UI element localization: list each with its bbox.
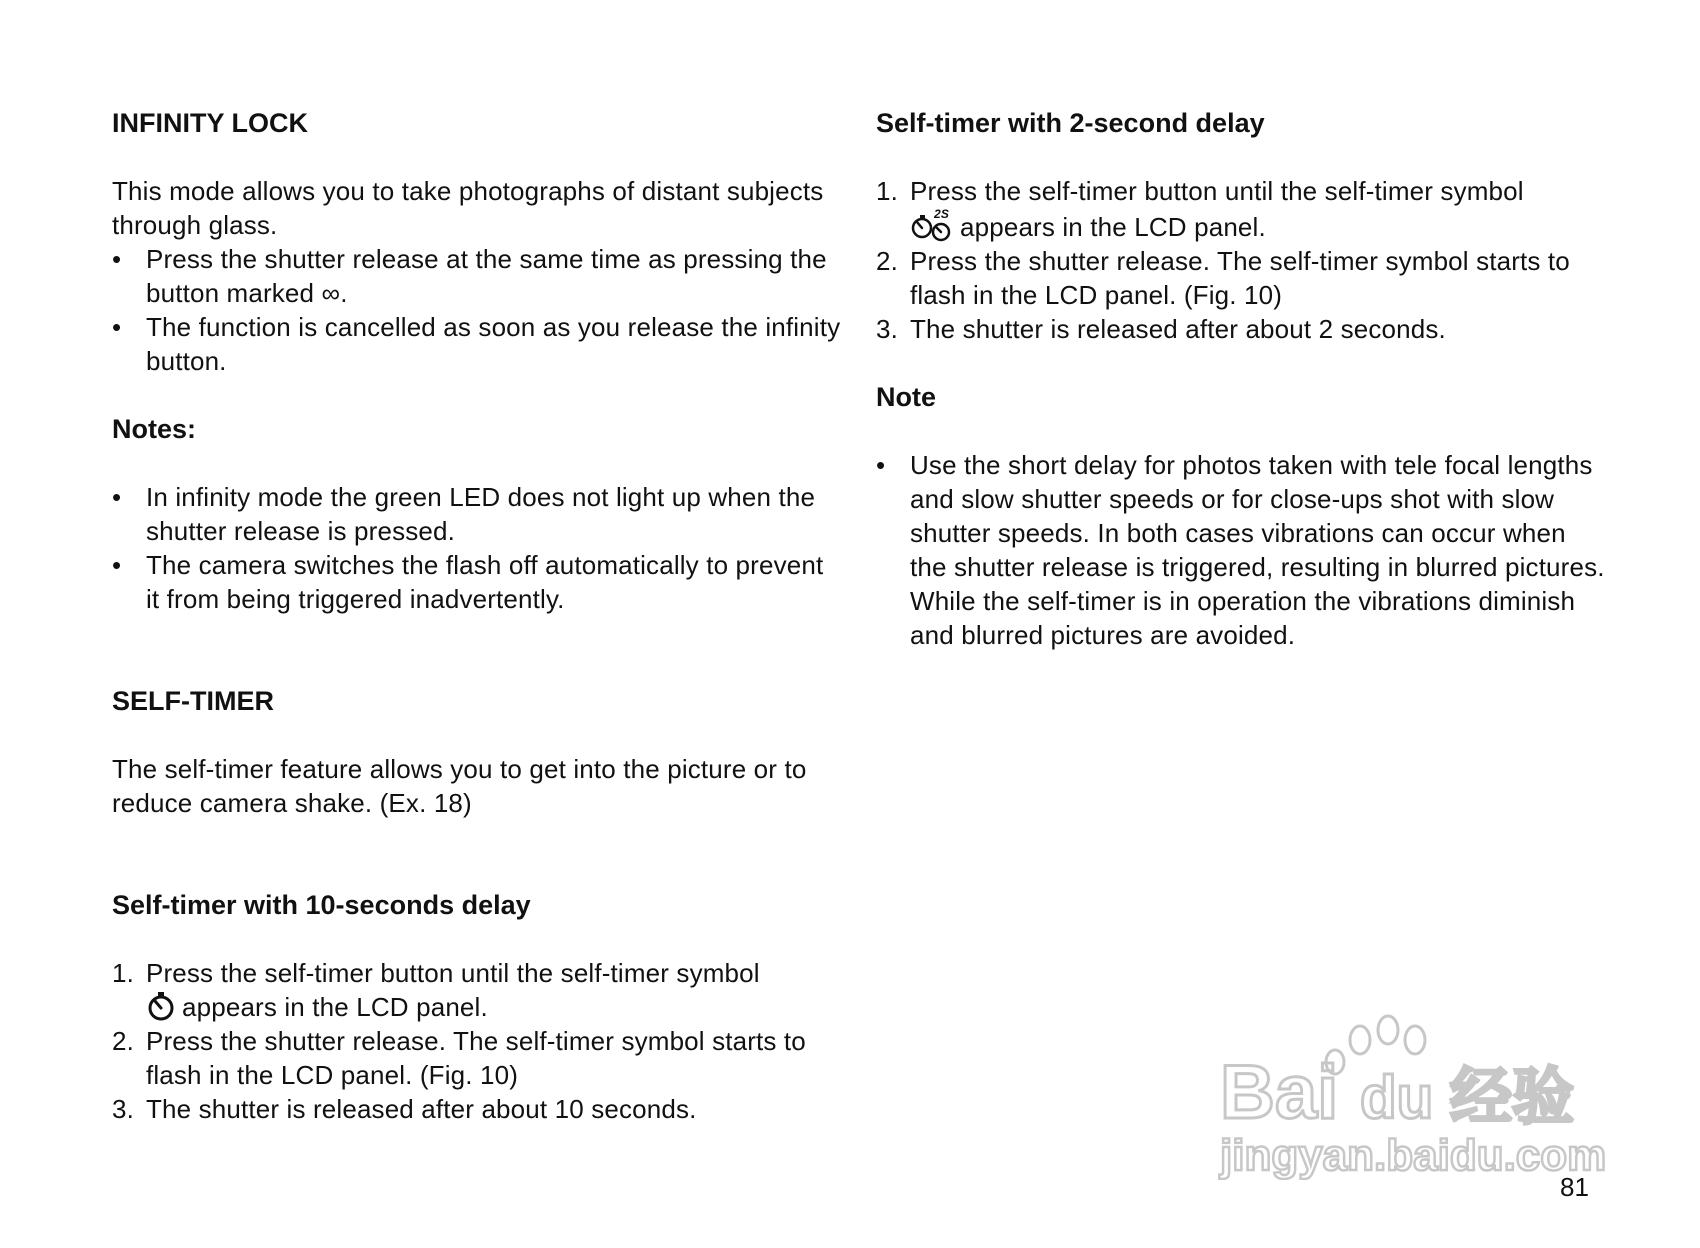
notes-heading: Notes: <box>112 414 197 444</box>
list-item <box>112 1024 842 1092</box>
two-second-step-1: Press the self-timer button until the self-timer symbol <box>910 176 1524 206</box>
note-bullet-1: Use the short delay for photos taken with tele focal lengths and slow shutter speeds or for close-ups shot with slow shutter speeds. In both cases vibrations can occur when the shutter release is triggered, resulting in blurred pictures. While the self-timer is in operation the vibrations diminish and blurred pictures are avoided. <box>910 450 1605 650</box>
ten-second-step-2: Press the shutter release. The self-timer symbol starts to flash in the LCD panel. (Fig. 10) <box>146 1026 806 1090</box>
infinity-lock-heading: INFINITY LOCK <box>112 108 309 138</box>
bullet-marker: • <box>112 244 122 274</box>
two-second-heading: Self-timer with 2-second delay <box>876 108 1265 138</box>
self-timer-icon <box>146 992 176 1022</box>
list-item <box>112 310 842 378</box>
self-timer-heading: SELF-TIMER <box>112 686 274 716</box>
step-number: 2. <box>112 1026 134 1056</box>
ten-second-heading: Self-timer with 10-seconds delay <box>112 890 531 920</box>
bullet-marker: • <box>112 482 122 512</box>
watermark-url: jingyan.baidu.com <box>1220 1131 1607 1180</box>
watermark-bai: Bai <box>1220 1050 1339 1135</box>
infinity-lock-intro: This mode allows you to take photographs of distant subjects through glass. <box>112 176 824 240</box>
page-number: 81 <box>1560 1172 1589 1202</box>
ten-second-step-1-cont: appears in the LCD panel. <box>182 992 488 1022</box>
list-item <box>112 956 842 1024</box>
list-item <box>112 480 842 548</box>
step-number: 1. <box>876 176 898 206</box>
right-column <box>876 106 1606 652</box>
list-item <box>876 244 1606 312</box>
notes-bullet-2: The camera switches the flash off automatically to prevent it from being triggered inadvertently. <box>146 550 824 614</box>
list-item <box>876 312 1606 346</box>
ten-second-step-3: The shutter is released after about 10 seconds. <box>146 1094 697 1124</box>
two-second-step-1-cont: appears in the LCD panel. <box>960 212 1266 242</box>
list-item <box>876 448 1606 652</box>
self-timer-2s-icon <box>910 208 954 242</box>
timer-2s-badge: 2S <box>934 208 949 221</box>
baidu-watermark <box>1210 1000 1610 1180</box>
step-number: 1. <box>112 958 134 988</box>
list-item <box>112 242 842 310</box>
left-column <box>112 106 842 1126</box>
watermark-jingyan-cn: 经验 <box>1450 1060 1575 1133</box>
self-timer-intro: The self-timer feature allows you to get into the picture or to reduce camera shake. (Ex. 18) <box>112 754 807 818</box>
ten-second-step-1: Press the self-timer button until the self-timer symbol <box>146 958 760 988</box>
bullet-marker: • <box>112 550 122 580</box>
watermark-du: du <box>1360 1064 1434 1131</box>
step-number: 3. <box>876 314 898 344</box>
note-heading: Note <box>876 382 936 412</box>
infinity-bullet-1: Press the shutter release at the same time as pressing the button marked ∞. <box>146 244 827 308</box>
step-number: 3. <box>112 1094 134 1124</box>
list-item <box>112 1092 842 1126</box>
list-item <box>112 548 842 616</box>
notes-bullet-1: In infinity mode the green LED does not light up when the shutter release is pressed. <box>146 482 816 546</box>
bullet-marker: • <box>876 450 886 480</box>
list-item <box>876 174 1606 244</box>
infinity-bullet-2: The function is cancelled as soon as you release the infinity button. <box>146 312 841 376</box>
two-second-step-3: The shutter is released after about 2 seconds. <box>910 314 1446 344</box>
bullet-marker: • <box>112 312 122 342</box>
step-number: 2. <box>876 246 898 276</box>
two-second-step-2: Press the shutter release. The self-timer symbol starts to flash in the LCD panel. (Fig. 10) <box>910 246 1570 310</box>
